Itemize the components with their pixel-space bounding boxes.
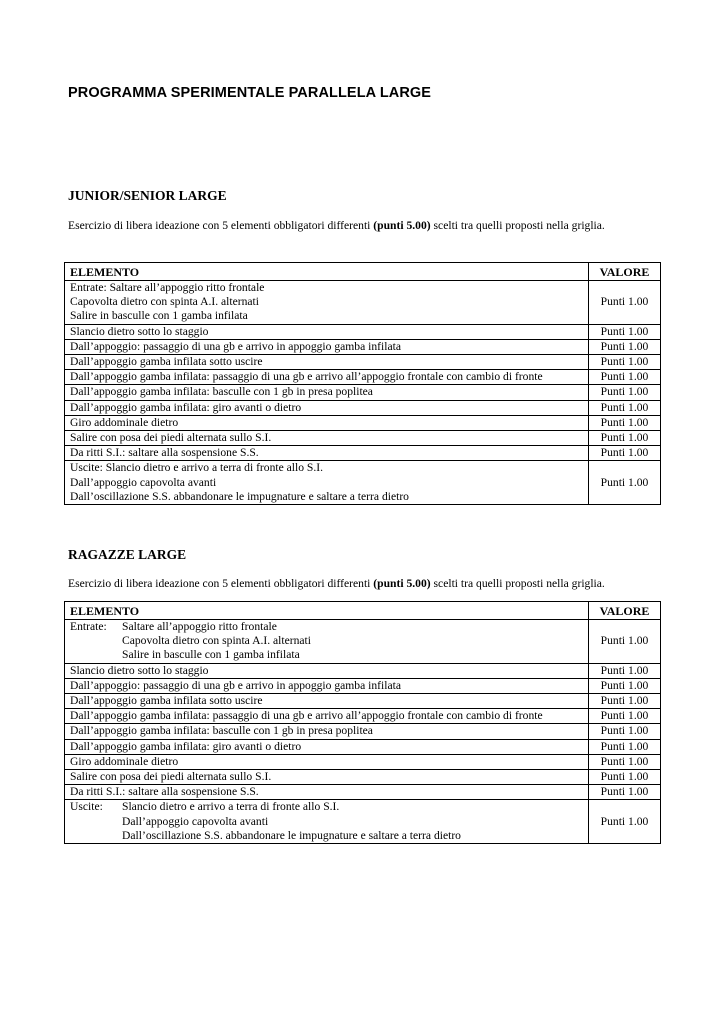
- element-cell: Dall’appoggio gamba infilata: giro avanti o dietro: [65, 400, 589, 415]
- element-cell: Da ritti S.I.: saltare alla sospensione S.S.: [65, 785, 589, 800]
- value-cell: Punti 1.00: [589, 324, 661, 339]
- table-row-uscite: [65, 461, 661, 505]
- element-cell: Dall’appoggio gamba infilata sotto uscire: [65, 694, 589, 709]
- value-cell: Punti 1.00: [589, 620, 661, 664]
- value-cell: Punti 1.00: [589, 415, 661, 430]
- section-intro: [68, 219, 605, 232]
- column-header-element: ELEMENTO: [65, 263, 589, 281]
- table-row: [65, 385, 661, 400]
- value-cell: Punti 1.00: [589, 400, 661, 415]
- table-row: [65, 355, 661, 370]
- element-cell: Salire con posa dei piedi alternata sullo S.I.: [65, 431, 589, 446]
- column-header-value: VALORE: [589, 263, 661, 281]
- value-cell: Punti 1.00: [589, 339, 661, 354]
- intro-text: Esercizio di libera ideazione con 5 elementi obbligatori differenti: [68, 577, 374, 590]
- value-cell: Punti 1.00: [589, 754, 661, 769]
- value-cell: Punti 1.00: [589, 785, 661, 800]
- table-header-row: [65, 602, 661, 620]
- intro-text-end: scelti tra quelli proposti nella griglia.: [430, 577, 605, 590]
- page-title: PROGRAMMA SPERIMENTALE PARALLELA LARGE: [68, 85, 432, 101]
- entrate-line: Salire in basculle con 1 gamba infilata: [70, 309, 248, 323]
- value-cell: Punti 1.00: [589, 663, 661, 678]
- entrate-line: Salire in basculle con 1 gamba infilata: [122, 648, 300, 662]
- value-cell: Punti 1.00: [589, 739, 661, 754]
- uscite-line: Uscite: Slancio dietro e arrivo a terra di fronte allo S.I.: [70, 461, 324, 475]
- table-row: [65, 754, 661, 769]
- table-row: [65, 739, 661, 754]
- value-cell: Punti 1.00: [589, 370, 661, 385]
- table-row-entrate: [65, 281, 661, 325]
- table-row: [65, 370, 661, 385]
- element-cell: Dall’appoggio gamba infilata: basculle con 1 gb in presa poplitea: [65, 385, 589, 400]
- value-cell: Punti 1.00: [589, 770, 661, 785]
- uscite-line: Dall’oscillazione S.S. abbandonare le impugnature e saltare a terra dietro: [122, 828, 461, 842]
- value-cell: Punti 1.00: [589, 709, 661, 724]
- value-cell: Punti 1.00: [589, 281, 661, 325]
- entrate-cell: [65, 281, 589, 325]
- value-cell: Punti 1.00: [589, 800, 661, 844]
- uscite-line: Dall’appoggio capovolta avanti: [70, 475, 217, 489]
- table-row: [65, 770, 661, 785]
- uscite-line: Dall’oscillazione S.S. abbandonare le impugnature e saltare a terra dietro: [70, 489, 409, 503]
- table-row: [65, 415, 661, 430]
- uscite-cell: [65, 800, 589, 844]
- entrate-line: Capovolta dietro con spinta A.I. alternati: [70, 295, 259, 309]
- table-row: [65, 431, 661, 446]
- element-cell: Salire con posa dei piedi alternata sullo S.I.: [65, 770, 589, 785]
- table-row: [65, 446, 661, 461]
- uscite-line: Dall’appoggio capovolta avanti: [122, 814, 269, 828]
- element-cell: Da ritti S.I.: saltare alla sospensione S.S.: [65, 446, 589, 461]
- value-cell: Punti 1.00: [589, 724, 661, 739]
- table-row: [65, 724, 661, 739]
- element-cell: Dall’appoggio gamba infilata: giro avanti o dietro: [65, 739, 589, 754]
- table-row: [65, 678, 661, 693]
- intro-text-end: scelti tra quelli proposti nella griglia.: [430, 219, 605, 232]
- table-row: [65, 663, 661, 678]
- value-cell: Punti 1.00: [589, 385, 661, 400]
- table-row: [65, 324, 661, 339]
- value-cell: Punti 1.00: [589, 431, 661, 446]
- element-cell: Dall’appoggio gamba infilata sotto uscire: [65, 355, 589, 370]
- element-cell: Slancio dietro sotto lo staggio: [65, 663, 589, 678]
- section-intro: [68, 577, 605, 590]
- section-heading-junior-senior: JUNIOR/SENIOR LARGE: [68, 188, 227, 203]
- intro-points: (punti 5.00): [373, 577, 431, 590]
- elements-table-ragazze: [64, 601, 661, 844]
- element-cell: Slancio dietro sotto lo staggio: [65, 324, 589, 339]
- uscite-text: Slancio dietro e arrivo a terra di fronte allo S.I.: [122, 800, 340, 814]
- entrate-prefix: Entrate:: [70, 620, 107, 633]
- entrate-line: Entrate: Saltare all’appoggio ritto frontale: [70, 281, 265, 294]
- elements-table-junior-senior: [64, 262, 661, 505]
- element-cell: Giro addominale dietro: [65, 415, 589, 430]
- table-row-entrate: [65, 620, 661, 664]
- intro-points: (punti 5.00): [373, 219, 431, 232]
- column-header-value: VALORE: [589, 602, 661, 620]
- table-row: [65, 400, 661, 415]
- value-cell: Punti 1.00: [589, 678, 661, 693]
- value-cell: Punti 1.00: [589, 446, 661, 461]
- table-row: [65, 785, 661, 800]
- column-header-element: ELEMENTO: [65, 602, 589, 620]
- table-row: [65, 694, 661, 709]
- element-cell: Giro addominale dietro: [65, 754, 589, 769]
- value-cell: Punti 1.00: [589, 461, 661, 505]
- uscite-line: [70, 800, 583, 814]
- element-cell: Dall’appoggio gamba infilata: passaggio di una gb e arrivo all’appoggio frontale con cambio di fronte: [65, 709, 589, 724]
- uscite-cell: [65, 461, 589, 505]
- element-cell: Dall’appoggio gamba infilata: basculle con 1 gb in presa poplitea: [65, 724, 589, 739]
- table-row: [65, 339, 661, 354]
- entrate-cell: [65, 620, 589, 664]
- table-row: [65, 709, 661, 724]
- value-cell: Punti 1.00: [589, 694, 661, 709]
- value-cell: Punti 1.00: [589, 355, 661, 370]
- section-heading-ragazze: RAGAZZE LARGE: [68, 547, 187, 562]
- element-cell: Dall’appoggio: passaggio di una gb e arrivo in appoggio gamba infilata: [65, 339, 589, 354]
- entrate-text: Saltare all’appoggio ritto frontale: [122, 620, 277, 633]
- element-cell: Dall’appoggio: passaggio di una gb e arrivo in appoggio gamba infilata: [65, 678, 589, 693]
- table-header-row: [65, 263, 661, 281]
- intro-text: Esercizio di libera ideazione con 5 elementi obbligatori differenti: [68, 219, 374, 232]
- element-cell: Dall’appoggio gamba infilata: passaggio di una gb e arrivo all’appoggio frontale con cambio di fronte: [65, 370, 589, 385]
- entrate-line: Capovolta dietro con spinta A.I. alternati: [122, 634, 311, 648]
- uscite-prefix: Uscite:: [70, 800, 103, 814]
- table-row-uscite: [65, 800, 661, 844]
- entrate-line: [70, 620, 583, 634]
